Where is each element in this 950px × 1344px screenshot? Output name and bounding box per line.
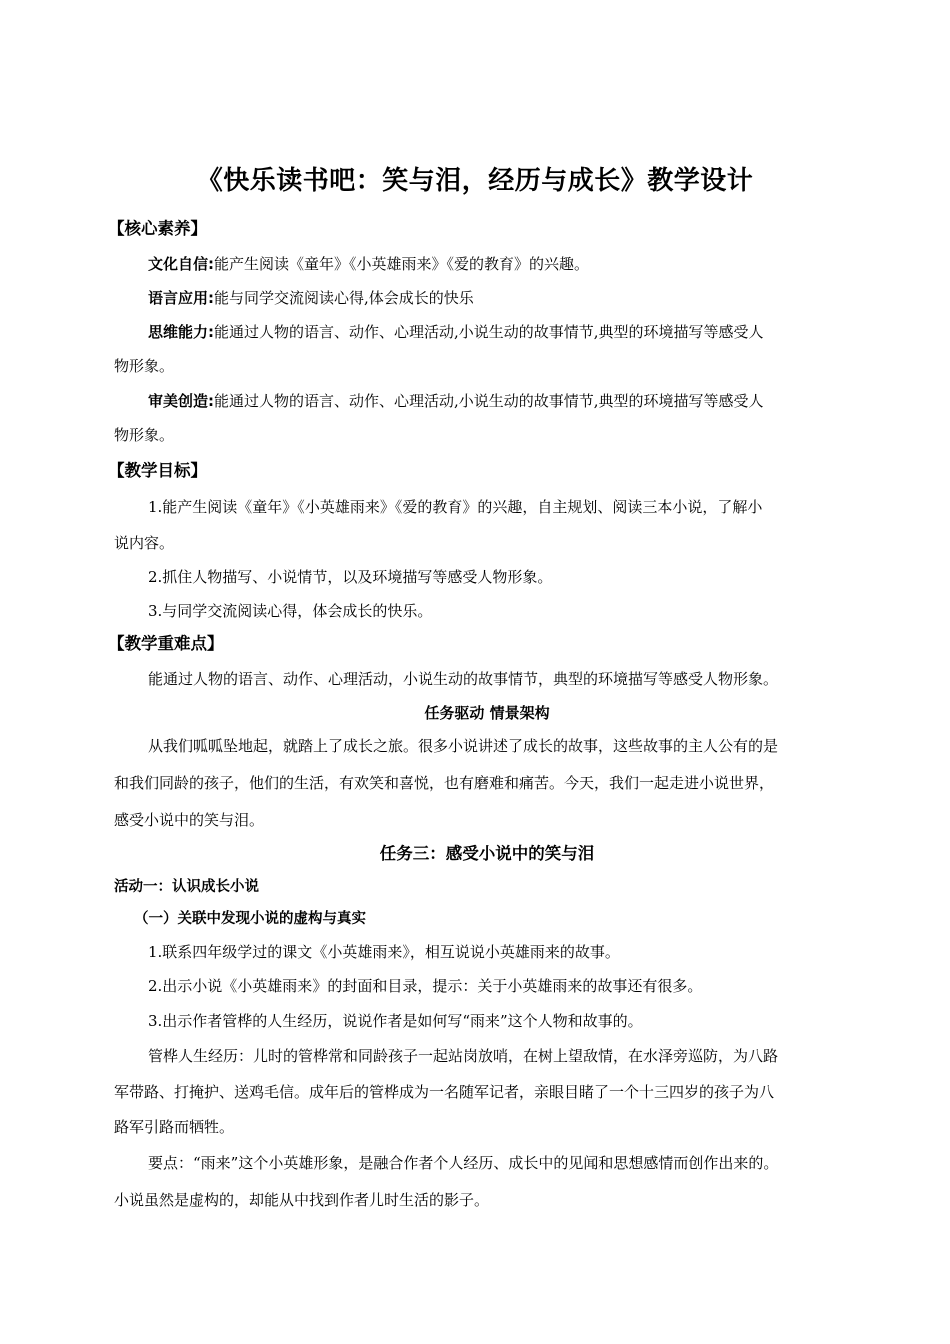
core-item-label: 文化自信: bbox=[148, 255, 214, 273]
paragraph-line: 感受小说中的笑与泪。 bbox=[114, 811, 265, 829]
core-item-text: 能与同学交流阅读心得,体会成长的快乐 bbox=[214, 289, 474, 307]
step-item: 3.出示作者管桦的人生经历，说说作者是如何写“雨来”这个人物和故事的。 bbox=[148, 1012, 643, 1030]
paragraph-line: 小说虽然是虚构的，却能从中找到作者儿时生活的影子。 bbox=[114, 1191, 490, 1209]
document-title: 《快乐读书吧：笑与泪，经历与成长》教学设计 bbox=[196, 166, 754, 196]
paragraph-line: 从我们呱呱坠地起，就踏上了成长之旅。很多小说讲述了成长的故事，这些故事的主人公有的是 bbox=[148, 737, 779, 755]
goal-item: 3.与同学交流阅读心得，体会成长的快乐。 bbox=[148, 602, 433, 620]
core-item-continuation: 物形象。 bbox=[114, 357, 175, 375]
goal-item-continuation: 说内容。 bbox=[114, 534, 175, 552]
section-heading-goals: 【教学目标】 bbox=[108, 461, 207, 480]
core-item-text: 能通过人物的语言、动作、心理活动,小说生动的故事情节,典型的环境描写等感受人 bbox=[214, 323, 764, 341]
task3-heading: 任务三：感受小说中的笑与泪 bbox=[379, 844, 595, 863]
core-item-label: 思维能力: bbox=[148, 323, 214, 341]
core-item-label: 审美创造: bbox=[148, 392, 214, 410]
core-item-text: 能通过人物的语言、动作、心理活动,小说生动的故事情节,典型的环境描写等感受人 bbox=[214, 392, 764, 410]
paragraph-line: 要点：“雨来”这个小英雄形象，是融合作者个人经历、成长中的见闻和思想感情而创作出来的。 bbox=[148, 1154, 779, 1172]
core-item-thinking bbox=[148, 321, 860, 343]
goal-item: 1.能产生阅读《童年》《小英雄雨来》《爱的教育》的兴趣，自主规划、阅读三本小说，了解小 bbox=[148, 498, 763, 516]
core-item-text: 能产生阅读《童年》《小英雄雨来》《爱的教育》的兴趣。 bbox=[214, 255, 590, 273]
paragraph-line: 路军引路而牺牲。 bbox=[114, 1118, 235, 1136]
section-heading-keypoints: 【教学重难点】 bbox=[108, 634, 224, 653]
section-heading-core: 【核心素养】 bbox=[108, 219, 207, 238]
task-intro-heading: 任务驱动 情景架构 bbox=[424, 704, 550, 722]
core-item-label: 语言应用: bbox=[148, 289, 214, 307]
step-item: 1.联系四年级学过的课文《小英雄雨来》，相互说说小英雄雨来的故事。 bbox=[148, 943, 620, 961]
paragraph-line: 军带路、打掩护、送鸡毛信。成年后的管桦成为一名随军记者，亲眼目睹了一个十三四岁的孩子为八 bbox=[114, 1083, 775, 1101]
core-item-culture bbox=[148, 253, 860, 275]
step-item: 2.出示小说《小英雄雨来》的封面和目录，提示：关于小英雄雨来的故事还有很多。 bbox=[148, 977, 703, 995]
core-item-continuation: 物形象。 bbox=[114, 426, 175, 444]
keypoints-text: 能通过人物的语言、动作、心理活动，小说生动的故事情节，典型的环境描写等感受人物形象。 bbox=[148, 670, 779, 688]
core-item-aesthetic bbox=[148, 390, 860, 412]
subsection-heading: （一）关联中发现小说的虚构与真实 bbox=[134, 911, 366, 927]
goal-item: 2.抓住人物描写、小说情节，以及环境描写等感受人物形象。 bbox=[148, 568, 553, 586]
activity-heading: 活动一：认识成长小说 bbox=[114, 879, 259, 895]
paragraph-line: 和我们同龄的孩子，他们的生活，有欢笑和喜悦，也有磨难和痛苦。今天，我们一起走进小说世界， bbox=[114, 774, 775, 792]
paragraph-line: 管桦人生经历：儿时的管桦常和同龄孩子一起站岗放哨，在树上望敌情，在水泽旁巡防，为八路 bbox=[148, 1047, 779, 1065]
core-item-language bbox=[148, 287, 860, 309]
